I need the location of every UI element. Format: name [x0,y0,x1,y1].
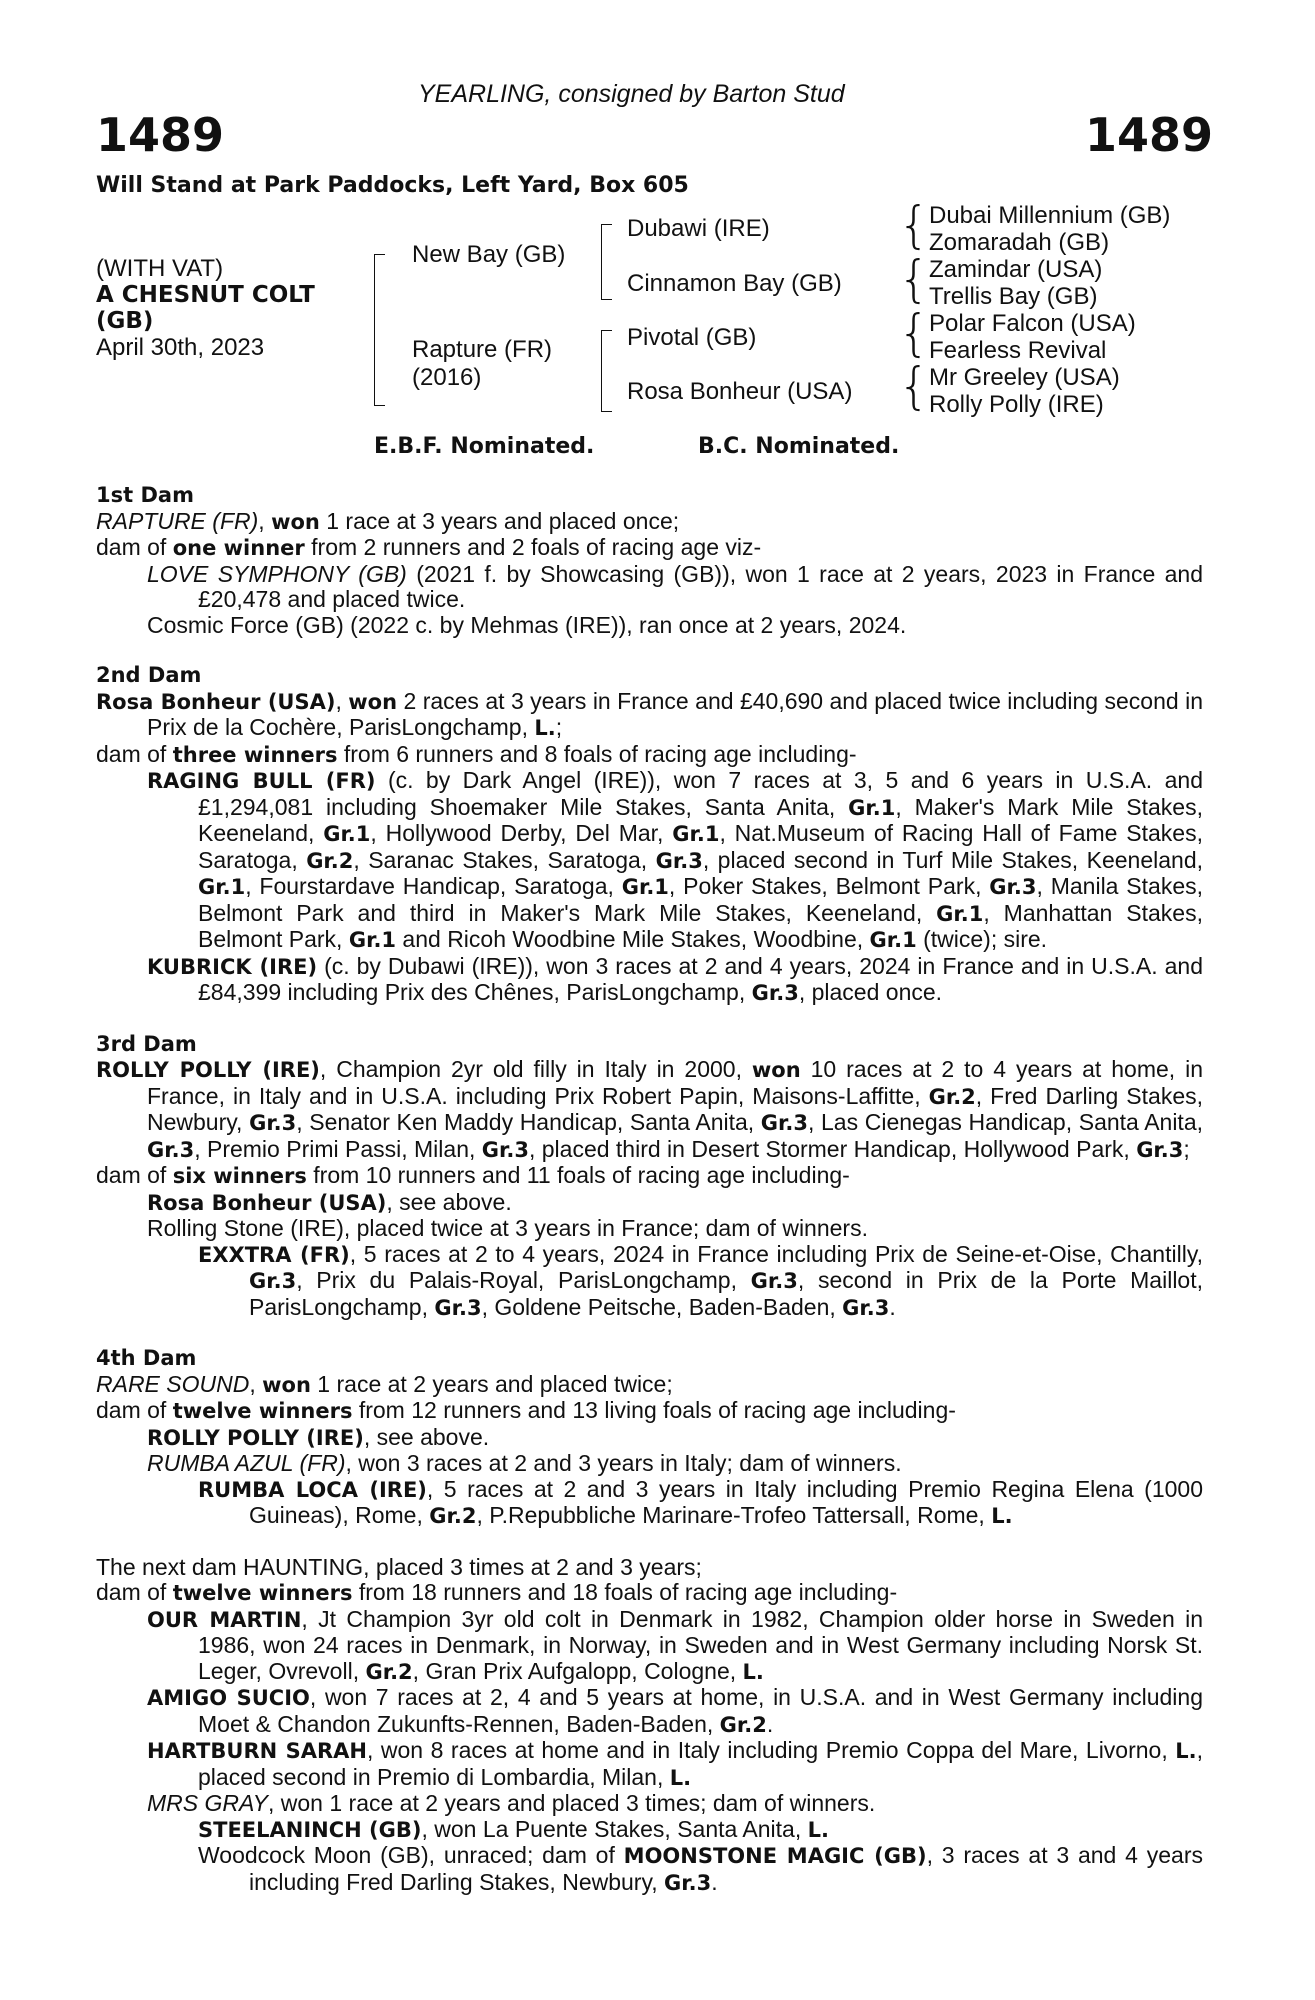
gen3-3: Zamindar (USA) [929,256,1103,283]
gen3-8: Rolly Polly (IRE) [929,391,1104,418]
text-run: Cosmic Force (GB) (2022 c. by Mehmas (IRE)), ran once at 2 years, 2024. [147,611,907,638]
fourth-dam-produce-1 [96,1425,1203,1452]
third-dam-line [96,1057,1203,1163]
text-run: RAGING BULL (FR) [147,769,376,793]
text-run: ; [1183,1135,1190,1162]
text-run: Gr.1 [621,875,669,899]
lot-number-left: 1489 [96,108,225,162]
text-run: 2 races at 3 years in France and £40,690 and placed twice including second in Prix de la Cochère, ParisLongchamp, [147,687,1203,740]
dam-name: Rapture (FR) [412,336,553,363]
text-run: , Maker's Mark Mile Stakes, Keeneland, [198,793,1203,846]
text-run: OUR MARTIN [147,1607,302,1632]
next-dam-produce-1 [96,1607,1203,1686]
text-run: won [262,1372,311,1397]
text-run: The next dam HAUNTING, placed 3 times at 2 and 3 years; [96,1553,702,1580]
text-run: , Nat.Museum of Racing Hall of Fame Stakes, Saratoga, [198,820,1203,873]
text-run: Gr.3 [434,1295,482,1320]
text-run: Gr.1 [936,901,984,926]
text-run: RUMBA LOCA (IRE) [198,1477,427,1502]
text-run: Gr.3 [750,1269,798,1293]
text-run: Gr.3 [751,981,799,1005]
text-run: Gr.3 [249,1269,297,1293]
text-run: , [258,507,272,534]
fourth-dam-heading: 4th Dam [96,1346,197,1370]
text-run: dam of [96,534,173,560]
text-run: (2021 f. by Showcasing (GB)), won 1 race at 2 years, 2023 in France and £20,478 and placed twice. [198,560,1203,612]
text-run: 1 race at 2 years and placed twice; [310,1370,673,1397]
third-dam-produce-1 [96,1190,1203,1217]
text-run: twelve winners [172,1399,353,1423]
text-run: won [751,1058,801,1082]
text-run: Gr.2 [306,848,354,873]
text-run: one winner [172,536,305,560]
sire-dam: Cinnamon Bay (GB) [627,270,842,297]
text-run: , Poker Stakes, Belmont Park, [668,873,990,899]
text-run: Gr.1 [198,875,246,899]
dam-record [96,483,1203,1896]
text-run: Gr.3 [655,848,703,873]
fourth-dam-line [96,1372,1203,1399]
text-run: ROLLY POLLY (IRE) [147,1425,364,1450]
text-run: , Manila Stakes, Belmont Park and third in Maker's Mark Mile Stakes, Keeneland, [198,873,1204,926]
text-run: L. [742,1659,764,1684]
text-run: RARE SOUND [96,1370,250,1397]
first-dam-produce-summary [96,535,1203,562]
text-run: Gr.2 [928,1084,976,1109]
third-dam-heading: 3rd Dam [96,1031,197,1056]
consignor-line: YEARLING, consigned by Barton Stud [418,80,845,108]
gen3-7: Mr Greeley (USA) [929,364,1120,391]
horse-description: A CHESNUT COLT [96,282,315,308]
text-run: , won 3 races at 2 and 3 years in Italy; dam of winners. [345,1450,902,1476]
text-run: , see above. [363,1423,490,1450]
text-run: Rosa Bonheur (USA) [147,1190,387,1215]
text-run: Gr.3 [1136,1137,1184,1162]
sire-sire: Dubawi (IRE) [627,215,770,242]
text-run: Gr.1 [848,795,896,820]
text-run: RUMBA AZUL (FR) [147,1450,346,1476]
text-run: , Champion 2yr old filly in Italy in 2000, [319,1056,752,1082]
text-run: , Goldene Peitsche, Baden-Baden, [481,1293,843,1320]
text-run: Woodcock Moon (GB), unraced; dam of [198,1842,624,1868]
text-run: , 5 races at 2 to 4 years, 2024 in France including Prix de Seine-et-Oise, Chantilly, [349,1240,1203,1267]
text-run: Rolling Stone (IRE), placed twice at 3 years in France; dam of winners. [147,1215,868,1241]
pedigree-bracket-1 [374,254,385,406]
next-dam-produce-summary [96,1580,1203,1607]
brace-g1: { [898,196,930,254]
third-dam-grand-produce [96,1242,1203,1322]
next-dam-line [96,1555,1203,1581]
text-run: , [335,687,349,714]
second-dam-produce-1 [96,768,1203,954]
text-run: Gr.1 [869,928,917,952]
text-run: RAPTURE (FR) [96,507,259,534]
text-run: ; [555,714,563,740]
text-run: L. [669,1765,692,1790]
text-run: HARTBURN SARAH [147,1739,367,1763]
text-run: L. [1175,1739,1197,1763]
text-run: , placed second in Premio di Lombardia, Milan, [198,1737,1203,1790]
text-run: (twice); sire. [916,926,1048,952]
text-run: , Premio Primi Passi, Milan, [194,1135,482,1162]
text-run: (c. by Dubawi (IRE)), won 3 races at 2 and 4 years, 2024 in France and in U.S.A. and £84,399 including Prix des Chênes, ParisLongchamp, [198,952,1203,1005]
next-dam-produce-3 [96,1738,1203,1791]
vat-note: (WITH VAT) [96,255,224,282]
text-run: , 5 races at 2 and 3 years in Italy including Premio Regina Elena (1000 Guineas), Rome, [249,1475,1203,1528]
text-run: . [711,1868,718,1895]
text-run: from 12 runners and 13 living foals of racing age including- [352,1397,956,1423]
text-run: , Fred Darling Stakes, Newbury, [147,1082,1203,1135]
text-run: three winners [172,742,338,767]
text-run: won [348,689,398,714]
text-run: , won 7 races at 2, 4 and 5 years at home, in U.S.A. and in West Germany including Moet & Chandon Zukunfts-Rennen, Baden-Baden, [198,1684,1203,1737]
text-run: , 3 races at 3 and 4 years including Fred Darling Stakes, Newbury, [249,1842,1203,1895]
text-run: and Ricoh Woodbine Mile Stakes, Woodbine, [396,926,870,952]
first-dam-line [96,509,1203,536]
text-run: twelve winners [172,1581,353,1605]
text-run: . [766,1710,774,1737]
ebf-nomination: E.B.F. Nominated. [374,434,595,459]
text-run: L. [534,716,556,740]
horse-description-country: (GB) [96,308,154,334]
text-run: AMIGO SUCIO [147,1686,310,1710]
second-dam-produce-2 [96,954,1203,1007]
text-run: , won 1 race at 2 years and placed 3 times; dam of winners. [267,1790,876,1816]
text-run: Rosa Bonheur (USA) [96,689,336,714]
text-run: Gr.3 [989,875,1037,899]
text-run: EXXTRA (FR) [198,1242,350,1267]
first-dam-produce-2 [96,613,1203,639]
next-dam-produce-2 [96,1685,1203,1738]
text-run: from 2 runners and 2 foals of racing age viz- [304,534,762,560]
gen3-6: Fearless Revival [929,337,1107,364]
text-run: Gr.2 [719,1712,767,1737]
first-dam-produce-1 [96,562,1203,613]
text-run: , Saranac Stakes, Saratoga, [353,846,656,873]
dam-dam: Rosa Bonheur (USA) [627,378,853,405]
fourth-dam-grand-produce [96,1477,1203,1530]
text-run: Gr.3 [481,1137,529,1162]
pedigree-bracket-2b [601,330,612,412]
text-run: MRS GRAY [147,1790,268,1816]
text-run: won [271,509,320,534]
text-run: , Manhattan Stakes, Belmont Park, [198,899,1203,952]
pedigree-bracket-2a [601,224,612,300]
text-run: dam of [96,1162,173,1188]
text-run: Gr.2 [429,1504,477,1528]
text-run: L. [991,1504,1013,1528]
text-run: dam of [96,1579,173,1605]
lot-number-right: 1489 [1085,108,1214,162]
text-run: STEELANINCH (GB) [198,1817,422,1842]
text-run: ROLLY POLLY (IRE) [96,1058,320,1082]
brace-g2: { [898,250,930,308]
stand-location: Will Stand at Park Paddocks, Left Yard, Box 605 [96,173,689,198]
next-dam-grand-produce-1 [96,1817,1203,1844]
text-run: Gr.3 [842,1295,890,1320]
bc-nomination: B.C. Nominated. [698,434,900,459]
text-run: dam of [96,1397,173,1423]
text-run: Gr.1 [348,928,397,952]
text-run: , Senator Ken Maddy Handicap, Santa Anita, [296,1109,761,1135]
text-run: Gr.1 [672,822,720,846]
foaling-date: April 30th, 2023 [96,334,265,361]
text-run: , [249,1370,263,1397]
next-dam-produce-4 [96,1791,1203,1817]
text-run: six winners [172,1164,307,1188]
second-dam-heading: 2nd Dam [96,663,202,687]
text-run: Gr.2 [365,1659,413,1684]
brace-g4: { [898,357,930,415]
text-run: 1 race at 3 years and placed once; [319,507,680,534]
text-run: , Las Cienegas Handicap, Santa Anita, [808,1109,1204,1135]
third-dam-produce-summary [96,1163,1203,1190]
text-run: from 18 runners and 18 foals of racing age including- [352,1579,898,1605]
text-run: KUBRICK (IRE) [147,954,318,979]
gen3-2: Zomaradah (GB) [929,229,1110,256]
text-run: 10 races at 2 to 4 years at home, in France, in Italy and in U.S.A. including Prix Robert Papin, Maisons-Laffitte, [147,1056,1203,1109]
text-run: , placed second in Turf Mile Stakes, Keeneland, [702,846,1204,873]
text-run: , placed third in Desert Stormer Handicap, Hollywood Park, [528,1135,1137,1162]
sire-name: New Bay (GB) [412,241,566,268]
text-run: , Fourstardave Handicap, Saratoga, [245,873,622,899]
third-dam-produce-2 [96,1216,1203,1242]
brace-g3: { [898,304,930,362]
text-run: from 10 runners and 11 foals of racing age including- [306,1162,850,1188]
first-dam-heading: 1st Dam [96,483,194,507]
text-run: LOVE SYMPHONY (GB) [147,560,407,587]
text-run: Gr.3 [147,1137,195,1162]
text-run: , Hollywood Derby, Del Mar, [370,820,673,846]
text-run: , Prix du Palais-Royal, ParisLongchamp, [296,1267,751,1293]
text-run: Gr.1 [323,822,371,846]
fourth-dam-produce-summary [96,1398,1203,1425]
text-run: dam of [96,740,173,767]
text-run: , see above. [386,1188,512,1215]
second-dam-produce-summary [96,742,1203,769]
text-run: Gr.3 [760,1111,808,1135]
text-run: Gr.3 [664,1870,712,1895]
next-dam-grand-produce-2 [96,1843,1203,1896]
gen3-5: Polar Falcon (USA) [929,310,1136,337]
second-dam-line [96,689,1203,742]
text-run: , Gran Prix Aufgalopp, Cologne, [412,1657,743,1684]
text-run: , P.Repubbliche Marinare-Trofeo Tattersall, Rome, [476,1502,992,1528]
text-run: Gr.3 [249,1111,297,1135]
text-run: , won 8 races at home and in Italy including Premio Coppa del Mare, Livorno, [367,1737,1176,1763]
text-run: from 6 runners and 8 foals of racing age including- [337,740,857,767]
dam-sire: Pivotal (GB) [627,324,757,351]
fourth-dam-produce-2 [96,1451,1203,1477]
text-run: , second in Prix de la Porte Maillot, ParisLongchamp, [249,1267,1203,1320]
text-run: . [889,1293,896,1320]
gen3-4: Trellis Bay (GB) [929,283,1098,310]
text-run: MOONSTONE MAGIC (GB) [623,1844,927,1868]
text-run: , placed once. [798,979,943,1005]
text-run: , won La Puente Stakes, Santa Anita, [421,1815,808,1842]
dam-foal-year: (2016) [412,364,482,391]
text-run: (c. by Dark Angel (IRE)), won 7 races at 3, 5 and 6 years in U.S.A. and £1,294,081 including Shoemaker Mile Stakes, Santa Anita, [198,767,1203,820]
text-run: , Jt Champion 3yr old colt in Denmark in 1982, Champion older horse in Sweden in 1986, won 24 races in Denmark, in Norway, in Sweden and in West Germany including Norsk St. Leger, Ovrevoll, [198,1605,1203,1684]
text-run: L. [807,1817,829,1842]
gen3-1: Dubai Millennium (GB) [929,202,1171,229]
